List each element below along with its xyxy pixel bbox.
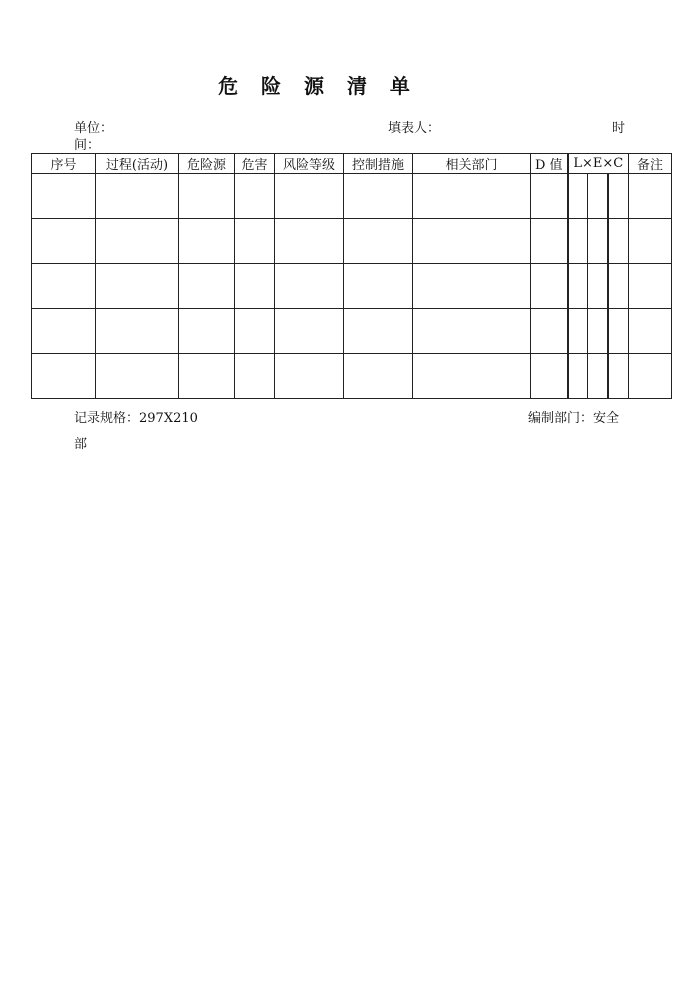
- table-cell[interactable]: [588, 309, 608, 354]
- table-cell[interactable]: [32, 219, 96, 264]
- table-cell[interactable]: [629, 264, 672, 309]
- table-cell[interactable]: [235, 219, 275, 264]
- header-control-measures: 控制措施: [344, 154, 413, 174]
- table-cell[interactable]: [413, 264, 531, 309]
- hazard-list-table: [31, 153, 672, 399]
- table-cell[interactable]: [531, 174, 568, 219]
- time-label-first: 时: [612, 121, 626, 136]
- table-cell[interactable]: [531, 219, 568, 264]
- table-cell[interactable]: [32, 354, 96, 399]
- table-cell[interactable]: [344, 354, 413, 399]
- time-label-second: 间：: [74, 138, 101, 153]
- table-cell[interactable]: [413, 309, 531, 354]
- record-spec: 记录规格：297X210: [74, 411, 198, 426]
- table-cell[interactable]: [235, 309, 275, 354]
- header-remarks: 备注: [629, 154, 672, 174]
- table-row: [32, 309, 672, 354]
- table-cell[interactable]: [344, 219, 413, 264]
- header-process: 过程(活动): [96, 154, 179, 174]
- table-header-row: [32, 154, 672, 174]
- table-cell[interactable]: [235, 264, 275, 309]
- table-cell[interactable]: [568, 174, 588, 219]
- table-cell[interactable]: [413, 174, 531, 219]
- table-cell[interactable]: [275, 219, 344, 264]
- table-cell[interactable]: [568, 309, 588, 354]
- table-cell[interactable]: [568, 264, 588, 309]
- filler-label: 填表人：: [388, 121, 441, 136]
- header-index: 序号: [32, 154, 96, 174]
- table-cell[interactable]: [588, 174, 608, 219]
- header-risk-level: 风险等级: [275, 154, 344, 174]
- table-cell[interactable]: [96, 264, 179, 309]
- table-cell[interactable]: [179, 264, 235, 309]
- table-cell[interactable]: [588, 219, 608, 264]
- table-cell[interactable]: [344, 309, 413, 354]
- table-cell[interactable]: [413, 219, 531, 264]
- unit-label: 单位：: [74, 121, 114, 136]
- table-row: [32, 174, 672, 219]
- table-cell[interactable]: [608, 174, 629, 219]
- table-cell[interactable]: [588, 264, 608, 309]
- table-cell[interactable]: [531, 354, 568, 399]
- table-cell[interactable]: [413, 354, 531, 399]
- table-body: [32, 174, 672, 399]
- table-cell[interactable]: [608, 354, 629, 399]
- table-cell[interactable]: [32, 264, 96, 309]
- table-cell[interactable]: [568, 219, 588, 264]
- table-cell[interactable]: [96, 309, 179, 354]
- document-title: 危 险 源 清 单: [218, 74, 418, 98]
- table-row: [32, 264, 672, 309]
- table-cell[interactable]: [275, 354, 344, 399]
- table-cell[interactable]: [235, 354, 275, 399]
- table-cell[interactable]: [629, 219, 672, 264]
- table-cell[interactable]: [344, 174, 413, 219]
- compiling-department-label: 编制部门：安全: [528, 411, 620, 426]
- table-cell[interactable]: [32, 174, 96, 219]
- table-cell[interactable]: [96, 354, 179, 399]
- table-cell[interactable]: [179, 174, 235, 219]
- header-hazard-source: 危险源: [179, 154, 235, 174]
- table-cell[interactable]: [608, 309, 629, 354]
- table-cell[interactable]: [531, 264, 568, 309]
- table-cell[interactable]: [568, 354, 588, 399]
- header-lec: L×E×C: [568, 154, 629, 174]
- table-cell[interactable]: [96, 174, 179, 219]
- table-cell[interactable]: [235, 174, 275, 219]
- table-cell[interactable]: [531, 309, 568, 354]
- table-row: [32, 354, 672, 399]
- header-related-department: 相关部门: [413, 154, 531, 174]
- table-cell[interactable]: [275, 174, 344, 219]
- table-cell[interactable]: [629, 354, 672, 399]
- table-cell[interactable]: [275, 309, 344, 354]
- header-d-value: D 值: [531, 154, 568, 174]
- table-cell[interactable]: [179, 354, 235, 399]
- table-cell[interactable]: [275, 264, 344, 309]
- table-cell[interactable]: [608, 219, 629, 264]
- table-cell[interactable]: [32, 309, 96, 354]
- table-cell[interactable]: [608, 264, 629, 309]
- table-cell[interactable]: [588, 354, 608, 399]
- table-cell[interactable]: [96, 219, 179, 264]
- table-row: [32, 219, 672, 264]
- table-cell[interactable]: [179, 309, 235, 354]
- header-harm: 危害: [235, 154, 275, 174]
- table-cell[interactable]: [629, 174, 672, 219]
- table-cell[interactable]: [629, 309, 672, 354]
- table-cell[interactable]: [344, 264, 413, 309]
- table-cell[interactable]: [179, 219, 235, 264]
- compiling-department-suffix: 部: [74, 437, 88, 452]
